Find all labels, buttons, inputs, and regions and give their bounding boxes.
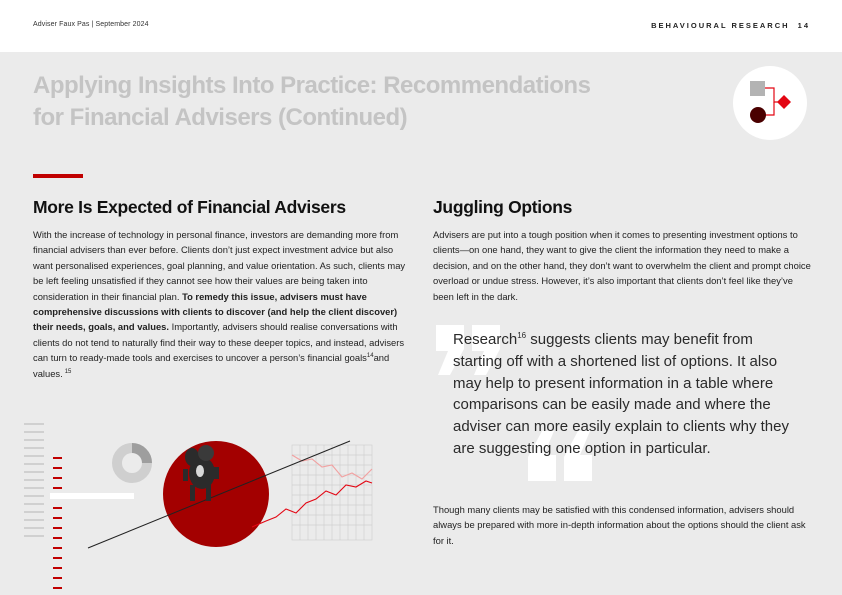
flow-diagram-icon xyxy=(733,66,807,140)
section-label: BEHAVIOURAL RESEARCH xyxy=(651,21,790,30)
page-title xyxy=(33,70,593,134)
donut-segment xyxy=(132,448,147,463)
section-badge xyxy=(733,66,807,140)
page-header xyxy=(0,0,842,52)
paragraph-text-continued: Importantly, advisers should realise conversations with clients do not tend to naturally find their way to these deeper topics, and instead, advisers can turn to ready-made tools and exercises to uncover a person’s financial goals xyxy=(33,321,405,364)
grey-tick-marks xyxy=(24,424,44,536)
paragraph-text: With the increase of technology in personal finance, investors are demanding more from financial advisers than ever before. Clients don’t just expect investment advice but also want personalised experiences, goal planning, and value orientation. As such, clients may be left feeling unsatisfied if they cannot see how their values are being taken into consideration in their financial plan. xyxy=(33,229,406,302)
left-section-heading: More Is Expected of Financial Advisers xyxy=(33,197,346,217)
pull-quote xyxy=(453,329,803,460)
footnote-ref-16: 16 xyxy=(517,331,527,340)
left-section-paragraph xyxy=(33,227,413,381)
decorative-illustration xyxy=(20,415,420,595)
page-number: 14 xyxy=(797,21,810,30)
accent-bar xyxy=(33,174,83,178)
right-section-closing-paragraph: Though many clients may be satisfied with this condensed information, advisers should always be prepared with more in-depth information about the options should the client ask for it. xyxy=(433,504,806,546)
paragraph-bold-text: To remedy this issue, advisers must have comprehensive discussions with clients to discover (and help the client discover) their needs, goals, and values. xyxy=(33,290,398,333)
footnote-ref-15: 15 xyxy=(64,368,72,375)
red-circle xyxy=(163,441,269,547)
footnote-ref-14: 14 xyxy=(366,353,374,360)
page-title-line-2: for Financial Advisers (Continued) xyxy=(33,104,408,131)
paragraph-text-end: and values. xyxy=(33,352,390,379)
section-page-label xyxy=(651,21,810,30)
quote-text: Research xyxy=(453,331,518,348)
page-title-line-1: Applying Insights Into Practice: Recommendations xyxy=(33,72,591,99)
document-label: Adviser Faux Pas | September 2024 xyxy=(33,21,149,28)
right-section-heading: Juggling Options xyxy=(433,197,573,217)
right-section-paragraph: Advisers are put into a tough position when it comes to presenting investment options to clients—on one hand, they want to give the client the information they need to make a decision, and on the other hand, they don’t want to overwhelm the client and prompt choice overload or undue stress. However, it’s also important that clients don’t feel like they’ve been left in the dark. xyxy=(433,229,811,302)
quote-text-continued: suggests clients may benefit from starting off with a shortened list of options. It also may help to present information in a table where comparisons can be easily made and where the adviser can more easily explain to clients why they are suggesting one option in particular. xyxy=(453,331,789,457)
red-trend-line xyxy=(252,481,372,527)
red-tick-marks xyxy=(53,458,62,588)
white-bar xyxy=(50,493,134,499)
